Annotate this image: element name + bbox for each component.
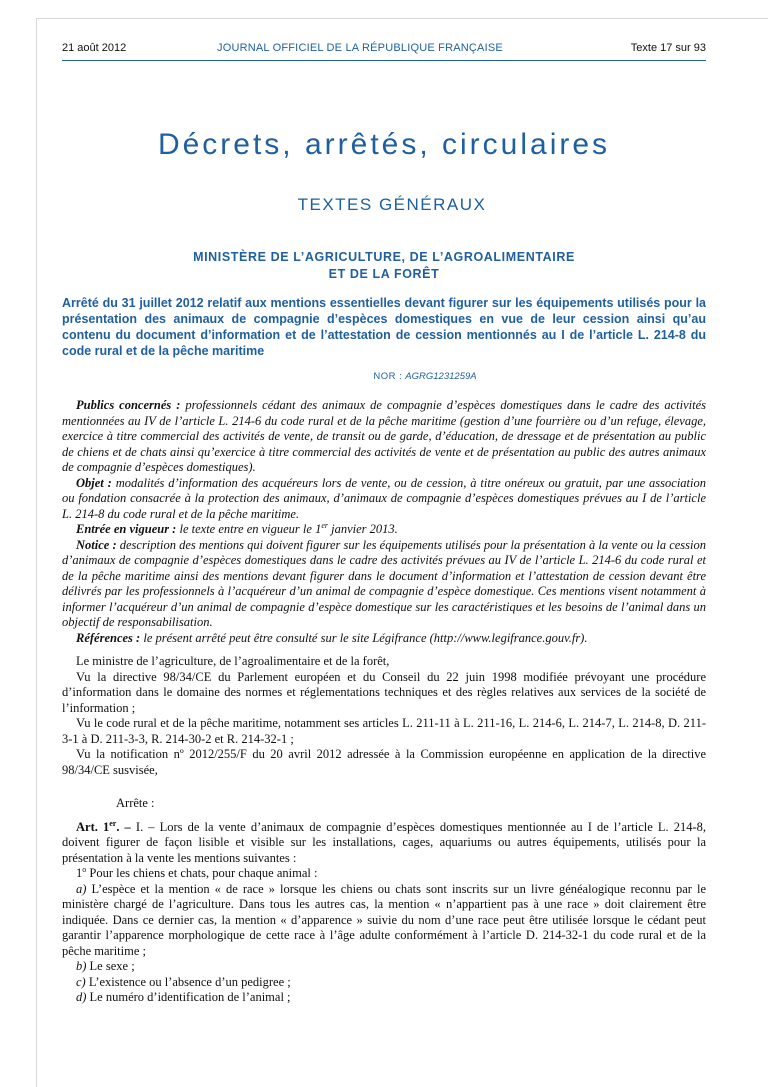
objet-label: Objet : xyxy=(76,475,112,490)
objet-text: modalités d’information des acquéreurs lors de vente, ou de cession, à titre onéreux ou gratuit, par une association ou fondation consacrée à la protection des animaux, d’animaux de compagnie d’espèces domestiques prévues au I de l’article L. 214-8 du code rural et de la pêche maritime. xyxy=(62,475,706,521)
point-1-sup: o xyxy=(82,864,87,874)
spacer xyxy=(62,812,706,820)
ministry-line-1: MINISTÈRE DE L’AGRICULTURE, DE L’AGROALIMENTAIRE xyxy=(193,250,575,264)
nor-label: NOR : xyxy=(373,371,403,382)
entree-label: Entrée en vigueur : xyxy=(76,522,177,536)
article-1-sup: er xyxy=(109,818,117,828)
item-b-text: Le sexe ; xyxy=(86,959,135,973)
header-date: 21 août 2012 xyxy=(62,42,127,54)
nor-reference xyxy=(0,371,768,382)
article-1-text: I. – Lors de la vente d’animaux de compagnie d’espèces domestiques mentionnée au I de l’article L. 214-8, doivent figurer de façon lisible et visible sur les installations, cages, aquariums ou autres équipements, utilisés pour la présentation à la vente les mentions suivantes : xyxy=(62,819,707,865)
ministry-line-2: ET DE LA FORÊT xyxy=(328,267,440,281)
publics-text: professionnels cédant des animaux de compagnie d’espèces domestiques dans le cadre des activités mentionnées au IV de l’article L. 214-6 du code rural et de la pêche maritime (gestion d’une fourrière ou d’un refuge, élevage, exercice à titre commercial des activités de vente, de transit ou de garde, d’éducation, de dressage et de présentation au public de chiens et de chats ainsi qu’exercice à titre commercial des activités de vente et de présentation au public des autres animaux de compagnie d’espèces domestiques). xyxy=(62,398,707,474)
notice-text: description des mentions qui doivent figurer sur les équipements utilisés pour la présentation à la vente ou la cession d’animaux de compagnie d’espèces domestiques dans le cadre des activités prévues au IV de l’article L. 214-6 du code rural et de la pêche maritime ainsi des mentions devant figurer dans le document d’information et l’attestation de cession devant être délivrés par les professionnels à l’acquéreur d’un animal de compagnie d’espèce domestique. Ces mentions visent notamment à informer l’acquéreur d’un animal de compagnie d’espèce domestique sur les caractéristiques et les besoins de l’animal dans un objectif de responsabilisation. xyxy=(62,537,707,629)
item-a-letter: a) xyxy=(76,881,87,896)
item-a-text: L’espèce et la mention « de race » lorsque les chiens ou chats sont inscrits sur un livre généalogique reconnu par le ministère chargé de l’agriculture. Dans tous les autres cas, la mention « n’appartient pas à une race » doit clairement être indiquée. Dans ce dernier cas, la mention « d’apparence » suivie du nom d’une race peut être utilisée lorsque le cédant peut garantir l’apparence morphologique de cette race à l’âge adulte conformément à l’article D. 214-32-1 du code rural et de la pêche maritime ; xyxy=(62,881,706,958)
item-c xyxy=(62,975,706,991)
point-1-number: 1 xyxy=(76,866,83,880)
entree-sup: er xyxy=(321,520,328,530)
item-b-letter: b) xyxy=(76,959,87,973)
page-border-top xyxy=(36,18,768,19)
visa-directive: Vu la directive 98/34/CE du Parlement européen et du Conseil du 22 juin 1998 modifiée prévoyant une procédure d’information dans le domaine des normes et réglementations techniques et des règles relatives aux services de la société de l’information ; xyxy=(62,669,706,715)
visa-minister: Le ministre de l’agriculture, de l’agroalimentaire et de la forêt, xyxy=(76,654,390,668)
header-text-number: Texte 17 sur 93 xyxy=(630,42,706,54)
item-d-text: Le numéro d’identification de l’animal ; xyxy=(86,990,291,1004)
entree-text-end: janvier 2013. xyxy=(328,522,398,536)
entree-text: le texte entre en vigueur le 1 xyxy=(179,522,322,536)
references-text: le présent arrêté peut être consulté sur le site Légifrance (http://www.legifrance.gouv.fr). xyxy=(143,630,588,645)
visa-notification: Vu la notification nº 2012/255/F du 20 avril 2012 adressée à la Commission européenne en application de la directive 98/34/CE susvisée, xyxy=(62,747,706,777)
point-1-text: Pour les chiens et chats, pour chaque animal : xyxy=(86,866,318,880)
summary-notice xyxy=(62,538,706,631)
document-body xyxy=(62,398,706,1006)
arrete-title: Arrêté du 31 juillet 2012 relatif aux mentions essentielles devant figurer sur les équipements utilisés pour la présentation des animaux de compagnie d’espèces domestiques en vue de leur cession ainsi qu’au contenu du document d’information et de l’attestation de cession mentionnés au I de l’article L. 214-8 du code rural et de la pêche maritime xyxy=(62,296,706,358)
subsection-title: TEXTES GÉNÉRAUX xyxy=(297,195,487,214)
item-c-text: L’existence ou l’absence d’un pedigree ; xyxy=(85,974,291,989)
item-c-letter: c) xyxy=(76,974,86,989)
nor-value: AGRG1231259A xyxy=(405,371,477,382)
summary-references xyxy=(62,631,706,647)
summary-publics xyxy=(62,398,706,476)
spacer xyxy=(62,778,706,796)
visa-code-rural: Vu le code rural et de la pêche maritime, notamment ses articles L. 211-11 à L. 211-16, L. 214-6, L. 214-7, L. 214-8, D. 211-3-1 à D. 211-3-3, R. 214-30-2 et R. 214-32-1 ; xyxy=(62,716,706,746)
article-1-label: Art. 1 xyxy=(76,819,110,834)
spacer xyxy=(62,646,706,654)
article-1 xyxy=(62,820,706,867)
point-1 xyxy=(62,866,706,882)
item-a xyxy=(62,882,706,960)
publics-label: Publics concernés : xyxy=(76,398,181,412)
notice-label: Notice : xyxy=(76,537,117,552)
references-label: Références : xyxy=(76,630,141,645)
section-title: Décrets, arrêtés, circulaires xyxy=(157,128,611,161)
item-b xyxy=(62,959,706,975)
running-header xyxy=(62,42,706,60)
item-d-letter: d) xyxy=(76,990,87,1004)
item-d xyxy=(62,990,706,1006)
page-border-left xyxy=(36,18,37,1087)
header-divider xyxy=(62,60,706,61)
ministry-heading xyxy=(0,249,768,283)
article-1-label-end: . – xyxy=(116,819,131,834)
arrete-word: Arrête : xyxy=(116,796,155,810)
summary-objet xyxy=(62,476,706,523)
summary-entree xyxy=(62,522,706,538)
header-journal-title: JOURNAL OFFICIEL DE LA RÉPUBLIQUE FRANÇAISE xyxy=(217,42,503,54)
